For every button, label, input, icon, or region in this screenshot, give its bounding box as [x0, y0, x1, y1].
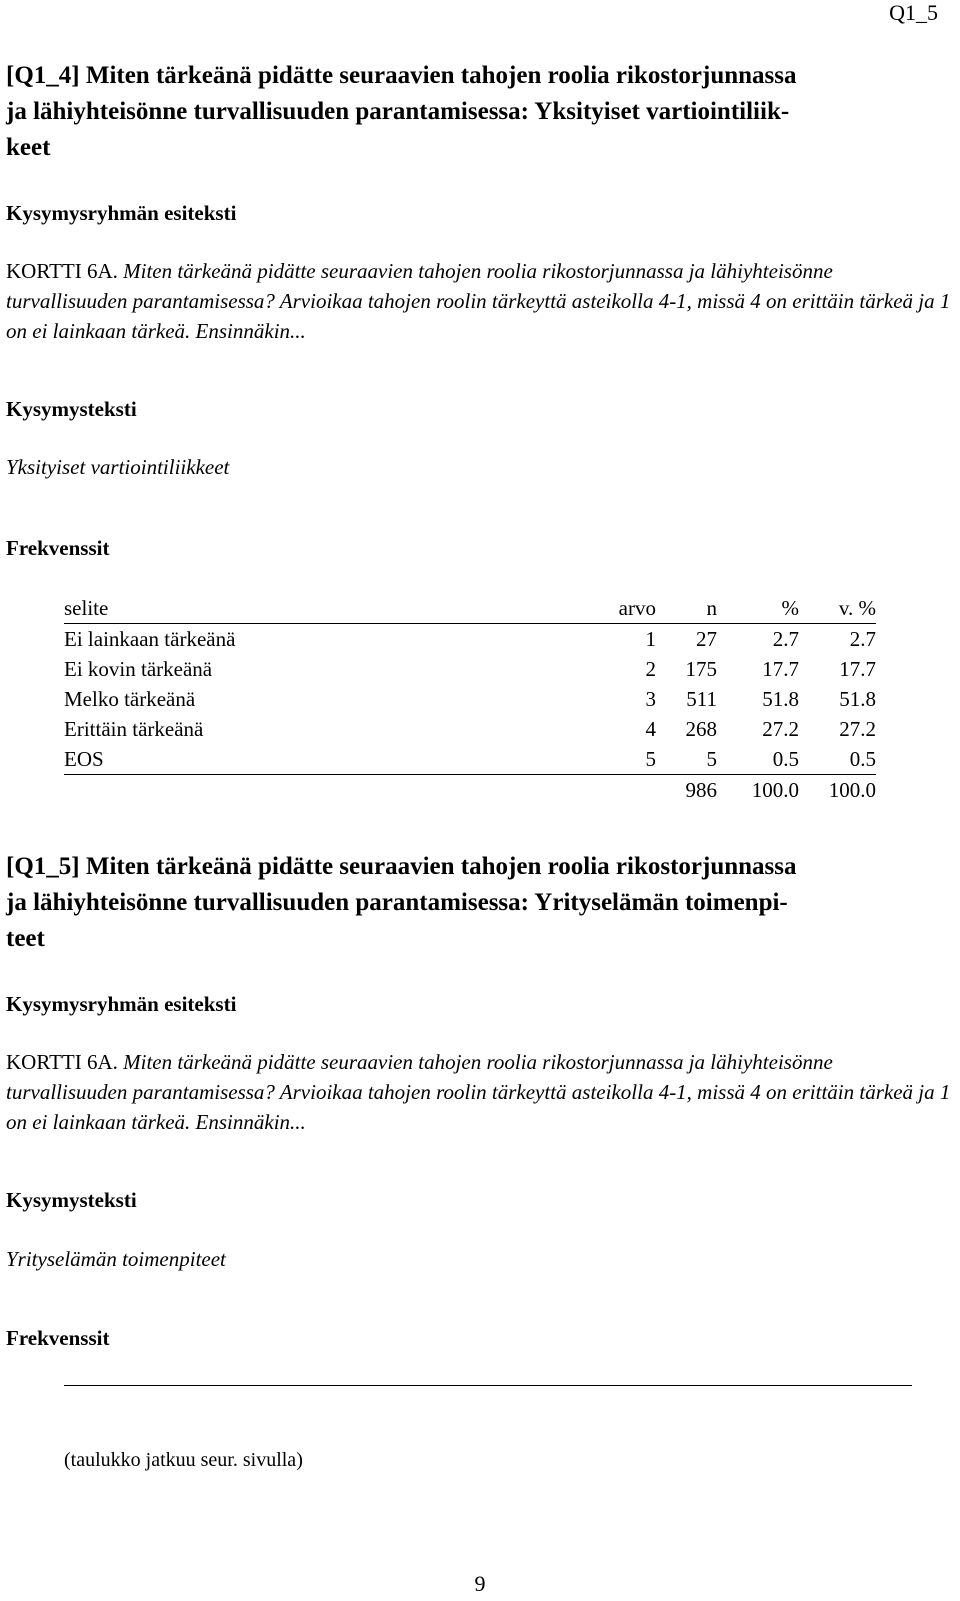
row-percent: 2.7	[772, 627, 799, 651]
total-percent: 100.0	[751, 778, 799, 802]
col-header-n: n	[656, 593, 717, 624]
section2-title-line-2: ja lähiyhteisönne turvallisuuden parantamisessa: Yrityselämän toimenpi-	[6, 889, 788, 916]
row-valid-percent: 17.7	[839, 657, 876, 681]
section2-intro-text: Miten tärkeänä pidätte seuraavien tahojen roolia rikostorjunnassa ja lähiyhteisönne turvallisuuden parantamisessa? Arvioikaa tahojen roolin tärkeyttä asteikolla 4-1, missä 4 on erittäin tärkeä ja 1 on ei lainkaan tärkeä. Ensinnäkin...	[6, 1050, 951, 1134]
row-label: Ei lainkaan tärkeänä	[64, 627, 236, 651]
total-valid-percent: 100.0	[828, 778, 876, 802]
row-label: Melko tärkeänä	[64, 687, 196, 711]
row-valid-percent: 51.8	[839, 687, 876, 711]
row-valid-percent: 27.2	[839, 717, 876, 741]
row-n: 5	[656, 744, 717, 775]
row-valid-percent: 0.5	[799, 744, 876, 775]
total-n: 986	[685, 778, 717, 802]
section2-group-heading: Kysymysryhmän esiteksti	[6, 992, 237, 1016]
section2-freq-heading: Frekvenssit	[6, 1326, 110, 1350]
section1-group-heading: Kysymysryhmän esiteksti	[6, 201, 237, 225]
section1-intro	[6, 256, 956, 346]
section2-intro-card: KORTTI 6A.	[6, 1050, 118, 1074]
section2-title-line-3: teet	[6, 925, 45, 952]
section1-title-line-1: [Q1_4] Miten tärkeänä pidätte seuraavien tahojen roolia rikostorjunnassa	[6, 62, 797, 89]
section1-question-heading: Kysymysteksti	[6, 397, 137, 421]
section1-intro-card: KORTTI 6A.	[6, 259, 118, 283]
table-row	[64, 714, 876, 744]
section2-question-heading: Kysymysteksti	[6, 1188, 137, 1212]
row-percent: 51.8	[762, 687, 799, 711]
section1-title	[6, 58, 956, 166]
col-header-valid-percent: v. %	[799, 593, 876, 624]
row-n: 27	[696, 627, 717, 651]
table-header-row	[64, 593, 876, 624]
row-label: EOS	[64, 744, 534, 775]
row-n: 511	[686, 687, 717, 711]
section2-intro	[6, 1047, 956, 1137]
table-row	[64, 624, 876, 655]
table-continued-note: (taulukko jatkuu seur. sivulla)	[64, 1449, 303, 1471]
section2-question-text: Yrityselämän toimenpiteet	[6, 1247, 226, 1271]
col-header-arvo: arvo	[534, 593, 656, 624]
row-label: Ei kovin tärkeänä	[64, 657, 213, 681]
table-total-row	[64, 775, 876, 806]
section2-title-line-1: [Q1_5] Miten tärkeänä pidätte seuraavien tahojen roolia rikostorjunnassa	[6, 853, 797, 880]
row-value: 1	[645, 627, 656, 651]
row-n: 268	[685, 717, 717, 741]
table-row	[64, 684, 876, 714]
row-percent: 27.2	[762, 717, 799, 741]
section1-question-text: Yksityiset vartiointiliikkeet	[6, 455, 230, 479]
row-n: 175	[685, 657, 717, 681]
section1-title-line-3: keet	[6, 134, 51, 161]
section1-frequency-table	[64, 593, 876, 805]
section1-freq-heading: Frekvenssit	[6, 536, 110, 560]
section1-title-line-2: ja lähiyhteisönne turvallisuuden parantamisessa: Yksityiset vartiointiliik-	[6, 98, 790, 125]
section2-table-top-rule	[64, 1385, 912, 1386]
row-value: 4	[645, 717, 656, 741]
row-label: Erittäin tärkeänä	[64, 717, 204, 741]
row-valid-percent: 2.7	[849, 627, 876, 651]
row-percent: 17.7	[762, 657, 799, 681]
table-row	[64, 744, 876, 775]
row-percent: 0.5	[717, 744, 799, 775]
section2-title	[6, 849, 956, 957]
row-value: 5	[534, 744, 656, 775]
running-head: Q1_5	[889, 0, 938, 25]
row-value: 3	[645, 687, 656, 711]
page-number: 9	[474, 1571, 486, 1596]
table-row	[64, 654, 876, 684]
col-header-percent: %	[717, 593, 799, 624]
section1-intro-text: Miten tärkeänä pidätte seuraavien tahojen roolia rikostorjunnassa ja lähiyhteisönne turvallisuuden parantamisessa? Arvioikaa tahojen roolin tärkeyttä asteikolla 4-1, missä 4 on erittäin tärkeä ja 1 on ei lainkaan tärkeä. Ensinnäkin...	[6, 259, 951, 343]
col-header-selite: selite	[64, 593, 534, 624]
row-value: 2	[645, 657, 656, 681]
